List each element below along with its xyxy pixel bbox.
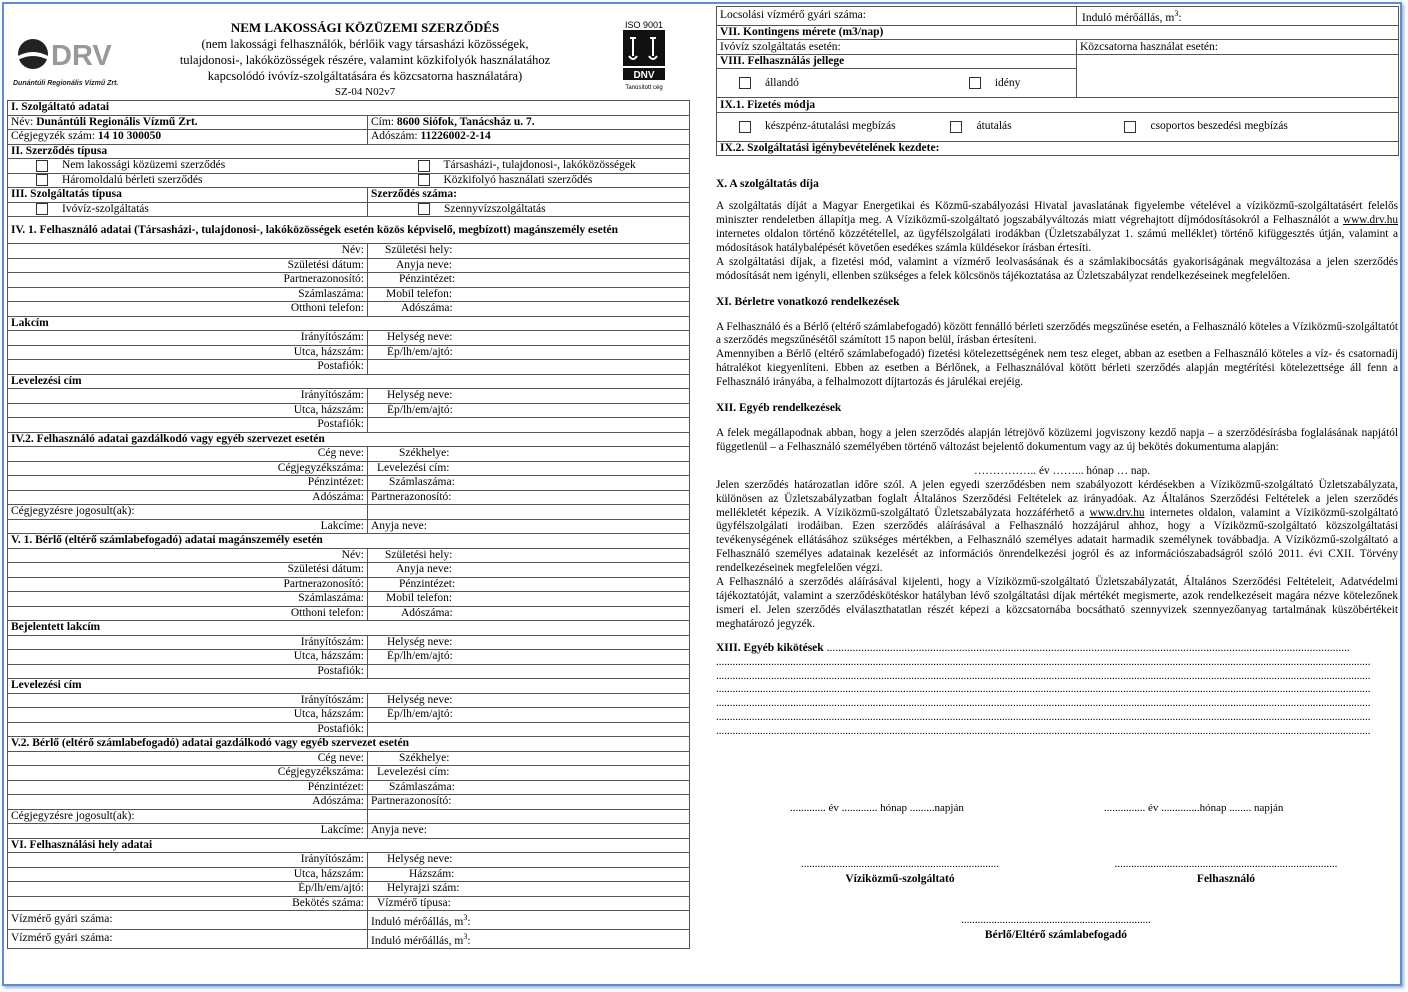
terms-body [716,178,1398,739]
field-value[interactable] [368,505,690,520]
section-1-title: I. Szolgáltató adatai [8,101,690,116]
field-label[interactable]: Név: [8,548,368,563]
field-label[interactable]: Helység neve: [368,853,690,868]
field-label[interactable]: Utca, házszám: [8,867,368,882]
iso-label: ISO 9001 [624,20,664,30]
drv-link[interactable]: www.drv.hu [1089,506,1145,519]
provider-tax-cell: Adószám: 11226002-2-14 [368,130,690,145]
field-label[interactable]: Székhelye: [368,751,690,766]
section-91-title: IX.1. Fizetés módja [717,98,1399,113]
signature-line-left[interactable]: ........................................................................ [801,858,999,870]
field-label[interactable]: Számlaszáma: [8,287,368,302]
signature-line-right[interactable]: ................................................................................. [1114,858,1338,870]
field-label[interactable]: Adószáma: [368,606,690,621]
field-label[interactable]: Irányítószám: [8,853,368,868]
option-ivoviz: Ivóvíz-szolgáltatás [62,202,149,215]
field-label[interactable]: Postafiók: [8,722,368,737]
form-code: SZ-04 N02v7 [334,86,396,98]
field-label[interactable]: Irányítószám: [8,635,368,650]
section-42-title: IV.2. Felhasználó adatai gazdálkodó vagy egyéb szervezet esetén [8,432,690,447]
sign-date-right[interactable]: ............... év ..............hónap ........ napján [1104,802,1284,814]
provider-address: 8600 Siófok, Tanácsház u. 7. [396,115,535,128]
drv-logo [13,38,123,84]
field-label[interactable]: Születési dátum: [8,563,368,578]
field-label[interactable]: Cégjegyzékszáma: [8,766,368,781]
field-label[interactable]: Utca, házszám: [8,708,368,723]
field-label[interactable]: Mobil telefon: [368,592,690,607]
right-column [716,6,1398,739]
option-atutalas: átutalás [976,120,1012,133]
level-cim-title: Levelezési cím [8,679,690,694]
field-label[interactable]: Ép/lh/em/ajtó: [368,345,690,360]
field-label[interactable]: Cég neve: [8,751,368,766]
field-label[interactable]: Anyja neve: [368,258,690,273]
option-haromoldalu: Háromoldalú bérleti szerződés [62,173,203,186]
logo-subtitle: Dunántúli Regionális Vízmű Zrt. [13,80,119,87]
provider-tax-number: 11226002-2-14 [420,130,491,143]
field-label[interactable]: Induló mérőállás, $m^3$: [368,911,690,930]
provider-name-cell: Név: Dunántúli Regionális Vízmű Zrt. [8,115,368,130]
dnv-anchor-icon [623,30,665,80]
field-label[interactable]: Ép/lh/em/ajtó: [8,882,368,897]
start-date-line[interactable]: …………….. év ……... hónap … nap. [974,464,1151,477]
field-label[interactable]: Ép/lh/em/ajtó: [368,708,690,723]
field-label[interactable]: Levelezési cím: [368,766,690,781]
section-2-title: II. Szerződés típusa [8,144,690,159]
field-label[interactable]: Utca, házszám: [8,403,368,418]
checkbox-haromoldalu[interactable] [36,174,48,186]
field-label[interactable]: Pénzintézet: [8,476,368,491]
field-label[interactable]: Vízmérő típusa: [368,896,690,911]
field-label[interactable]: Irányítószám: [8,693,368,708]
field-label[interactable]: Számlaszáma: [368,476,690,491]
field-label[interactable]: Anyja neve: [368,563,690,578]
field-label[interactable]: Vízmérő gyári száma: [8,911,368,930]
field-label[interactable]: Postafiók: [8,360,368,375]
checkbox-csoportos[interactable] [1124,121,1136,133]
field-label[interactable]: Ép/lh/em/ajtó: [368,650,690,665]
section-11-title: XI. Bérletre vonatkozó rendelkezések [716,295,900,308]
section-92-title[interactable]: IX.2. Szolgáltatási igénybevételének kezdete: [717,141,1399,156]
field-label[interactable]: Induló mérőállás, $m^3$: [1077,7,1399,26]
section-10-title: X. A szolgáltatás díja [716,178,819,191]
checkbox-ivoviz[interactable] [36,203,48,215]
field-label[interactable]: Anyja neve: [368,824,690,839]
field-label[interactable]: Pénzintézet: [8,780,368,795]
section-12-para-2: Jelen szerződés határozatlan időre szól. A jelen egyedi szerződésben nem szabályozott kérdésekben a Víziközmű-szolgáltató Üzletszabályzata, különösen az Üzletszabályzatban foglalt Általános Szerződési Feltételek az irányadóak. Az Általános Szerződési Feltételek a jelen szerződés mellékletét képezik. A Víziközmű-szolgáltató Üzletszabályzata hozzáférhető a www.drv.hu internetes oldalon, valamint a Víziközmű-szolgáltató ügyfélszolgálati irodáiban. Ezen szerződés aláírásával a Felhasználó hozzájárul ahhoz, hogy a Víziközmű-szolgáltató közszolgáltatási tevékenységének ellátásához szükséges mértékben, a Felhasználó személyes adatait harmadik személynek továbbadja. A Víziközmű-szolgáltató a Felhasználó személyes adatainak kezelését az információs önrendelkezési jogról és az információszabadságról szóló 2011. évi CXII. Törvény rendelkezéseinek megfelelően végzi. [716,478,1398,575]
field-label[interactable]: Lakcíme: [8,519,368,534]
form-title [123,20,607,100]
field-label[interactable]: Pénzintézet: [368,577,690,592]
iso-sub: Tanúsított cég [625,85,663,91]
option-tarsashazi: Társasházi-, tulajdonosi-, lakóközösségek [443,159,636,172]
signature-party-2: Felhasználó [1196,873,1256,885]
drv-link[interactable]: www.drv.hu [1342,214,1398,227]
section-10-para-2: A szolgáltatási díjak, a fizetési mód, valamint a vízmérő leolvasásának és a számlakibocsátás gyakoriságának megváltozása a jelen szerződés módosítását nem igényli, ellenben szükséges a felek kölcsönös tájékoztatása az Üzletszabályzat rendelkezéseinek megfelelően. [716,255,1398,282]
contract-number-label[interactable]: Szerződés száma: [368,188,690,203]
sign-date-left[interactable]: ............. év ............. hónap .........napján [790,802,964,814]
checkbox-szennyviz[interactable] [418,203,430,215]
field-label[interactable]: Számlaszáma: [8,592,368,607]
field-label[interactable]: Közcsatorna használat esetén: [1077,40,1399,55]
provider-reg-number: 14 10 300050 [97,130,162,143]
right-form-table [716,6,1399,156]
field-value[interactable] [368,722,690,737]
field-label[interactable]: Partnerazonosító: [368,490,690,505]
field-value[interactable] [1077,54,1399,98]
section-52-title: V.2. Bérlő (eltérő számlabefogadó) adatai gazdálkodó vagy egyéb szervezet esetén [8,737,690,752]
field-value[interactable] [368,809,690,824]
field-label[interactable]: Cég neve: [8,447,368,462]
option-keszpenz: készpénz-átutalási megbízás [765,120,896,133]
field-label[interactable]: Cégjegyzésre jogosult(ak): [8,505,368,520]
field-label[interactable]: Utca, házszám: [8,650,368,665]
field-label[interactable]: Név: [8,244,368,259]
option-csoportos: csoportos beszedési megbízás [1150,120,1288,133]
field-label[interactable]: Partnerazonosító: [368,795,690,810]
field-label[interactable]: Születési hely: [368,244,690,259]
field-value[interactable] [368,360,690,375]
other-terms-line[interactable]: .............................................................................................................................................................................................................................................. [716,669,1371,682]
checkbox-keszpenz[interactable] [739,121,751,133]
field-label[interactable]: Adószáma: [368,302,690,317]
option-ideny: idény [994,76,1021,89]
subtitle-line-2: tulajdonosi-, lakóközösségek részére, valamint közkifolyók használatához [179,53,551,67]
field-label[interactable]: Levelezési cím: [368,461,690,476]
other-terms-line[interactable]: .............................................................................................................................................................................................................................................. [716,711,1371,724]
field-label[interactable]: Bekötés száma: [8,896,368,911]
field-label[interactable]: Mobil telefon: [368,287,690,302]
left-column [7,8,689,949]
checkbox-ideny[interactable] [969,77,981,89]
section-7-title: VII. Kontingens mérete (m3/nap) [717,25,1399,40]
section-13-title: XIII. Egyéb kikötések ...................................................................................................................................................................................... [716,641,1350,654]
field-label[interactable]: Pénzintézet: [368,273,690,288]
field-label[interactable]: Vízmérő gyári száma: [8,929,368,948]
option-nem-lakossagi: Nem lakossági közüzemi szerződés [62,159,226,172]
lakcim-title: Lakcím [8,316,690,331]
field-label[interactable]: Irányítószám: [8,331,368,346]
section-41-title: IV. 1. Felhasználó adatai (Társasházi-, tulajdonosi-, lakóközösségek esetén közös képviselő, megbízott) magánszemély esetén [8,217,690,244]
form-header [7,8,689,100]
section-11-para-2: Amennyiben a Bérlő (eltérő számlabefogadó) fizetési kötelezettségének nem tesz eleget, abban az esetben a Felhasználó köteles a víz- és csatornadíj hátralékot kiegyenlíteni. Ebben az esetben a Bérlőnek, a Felhasználóval kötött bérleti szerződés alapján megtérítési kötelezettsége áll fenn a Felhasználó irányába, a felhalmozott díjtartozás és járulékai erejéig. [716,348,1398,389]
field-label[interactable]: Születési dátum: [8,258,368,273]
field-label[interactable]: Utca, házszám: [8,345,368,360]
section-12-para-1: A felek megállapodnak abban, hogy a jelen szerződés alapján létrejövő közüzemi jogviszony kezdő napja – a szerződésírásba foglalásának napjától függetlenül – a Felhasználó személyében történő változást bejelentő dokumentum vagy az új bekötés dokumentuma alapján: [716,427,1398,453]
signature-party-3: Bérlő/Eltérő számlabefogadó [984,929,1128,941]
checkbox-kozkifolyo[interactable] [418,174,430,186]
provider-reg-cell: Cégjegyzék szám: 14 10 300050 [8,130,368,145]
field-label[interactable]: Cégjegyzékszáma: [8,461,368,476]
contract-title: NEM LAKOSSÁGI KÖZÜZEMI SZERZŐDÉS [230,20,500,35]
checkbox-tarsashazi[interactable] [418,160,430,172]
field-label[interactable]: Partnerazonosító: [8,273,368,288]
subtitle-line-1: (nem lakossági felhasználók, bérlőik vagy társasházi közösségek, [201,37,529,51]
option-szennyviz: Szennyvízszolgáltatás [444,202,546,215]
field-label[interactable]: Helység neve: [368,389,690,404]
checkbox-nem-lakossagi[interactable] [36,160,48,172]
field-label[interactable]: Cégjegyzésre jogosult(ak): [8,809,368,824]
other-terms-line[interactable]: .............................................................................................................................................................................................................................................. [716,725,1371,738]
option-kozkifolyo: Közkifolyó használati szerződés [443,173,593,186]
field-label[interactable]: Lakcíme: [8,824,368,839]
signature-line-bottom[interactable]: ..................................................................... [961,914,1151,926]
field-label[interactable]: Adószáma: [8,490,368,505]
provider-name: Dunántúli Regionális Vízmű Zrt. [36,115,198,128]
field-label[interactable]: Helység neve: [368,635,690,650]
other-terms-line[interactable]: .............................................................................................................................................................................................................................................. [716,683,1371,696]
left-form-table [7,100,690,949]
field-label[interactable]: Ép/lh/em/ajtó: [368,403,690,418]
checkbox-atutalas[interactable] [950,121,962,133]
subtitle-line-3: kapcsolódó ivóvíz-szolgáltatására és közcsatorna használatára) [207,69,523,83]
field-label[interactable]: Locsolási vízmérő gyári száma: [717,7,1077,26]
field-label[interactable]: Adószáma: [8,795,368,810]
other-terms-line[interactable]: .............................................................................................................................................................................................................................................. [716,697,1371,710]
section-3-title: III. Szolgáltatás típusa [8,188,368,203]
checkbox-allando[interactable] [739,77,751,89]
field-label[interactable]: Otthoni telefon: [8,606,368,621]
dnv-logo-text: DNV [633,70,655,80]
field-value[interactable] [368,664,690,679]
field-label[interactable]: Postafiók: [8,418,368,433]
signature-party-1: Víziközmű-szolgáltató [845,873,955,885]
level-cim-title: Levelezési cím [8,374,690,389]
field-label[interactable]: Anyja neve: [368,519,690,534]
field-label[interactable]: Számlaszáma: [368,780,690,795]
section-6-title: VI. Felhasználási hely adatai [8,838,690,853]
field-label[interactable]: Otthoni telefon: [8,302,368,317]
field-label[interactable]: Postafiók: [8,664,368,679]
section-10-para-1: A szolgáltatás díját a Magyar Energetikai és Közmű-szabályozási Hivatal javaslatának figyelembe vételével a víziközmű-szolgáltatásért felelős miniszter rendeletben állapítja meg. A Víziközmű-szolgáltató jogszabályváltozás miatt végrehajtott díjmódosításokról a Felhasználót a www.drv.hu internetes oldalon történő közzététellel, az ügyfélszolgálati irodákban (Üzletszabályzat 1. számú melléklet) történő kifüggesztés útján, valamint a módosítások hatálybalépését követően esedékes számla küldésekor írásban értesíti. [716,200,1398,254]
other-terms-line[interactable]: .............................................................................................................................................................................................................................................. [716,655,1371,668]
option-allando: állandó [765,76,799,89]
logo-text: DRV [51,40,112,72]
field-label[interactable]: Irányítószám: [8,389,368,404]
section-8-title: VIII. Felhasználás jellege [717,54,1077,69]
section-12-title: XII. Egyéb rendelkezések [716,402,842,415]
iso-badge [619,20,669,91]
field-label[interactable]: Székhelye: [368,447,690,462]
field-label[interactable]: Partnerazonosító: [8,577,368,592]
field-label[interactable]: Ivóvíz szolgáltatás esetén: [717,40,1077,55]
bejelentett-lakcim-title: Bejelentett lakcím [8,621,690,636]
provider-address-cell: Cím: 8600 Siófok, Tanácsház u. 7. [368,115,690,130]
field-label[interactable]: Helység neve: [368,693,690,708]
field-label[interactable]: Házszám: [368,867,690,882]
field-label[interactable]: Helység neve: [368,331,690,346]
section-11-para-1: A Felhasználó és a Bérlő (eltérő számlabefogadó) között fennálló bérleti szerződés megszűnése esetén, a Felhasználó köteles a Víziközmű-szolgáltatót a szerződés megszűnésétől számított 15 napon belül, írásban értesíteni. [716,320,1398,347]
section-51-title: V. 1. Bérlő (eltérő számlabefogadó) adatai magánszemély esetén [8,534,690,549]
section-12-para-3: A Felhasználó a szerződés aláírásával kijelenti, hogy a Víziközmű-szolgáltató Üzletszabályzatát, Általános Szerződési Feltételeit, Adatvédelmi tájékoztatóját, valamint a szerződéskötéskor hatályban lévő szolgáltatási díjak mértékét megismerte, azok rendelkezéseit magára nézve kötelezőnek ismeri el. Jelen szerződés elválaszthatatlan részét képezi a közcsatornába bocsátható szennyvizek szennyezőanyag tartalmának küszöbértékeit meghatározó jegyzék. [716,576,1398,630]
field-label[interactable]: Helyrajzi szám: [368,882,690,897]
field-label[interactable]: Születési hely: [368,548,690,563]
field-value[interactable] [368,418,690,433]
field-label[interactable]: Induló mérőállás, $m^3$: [368,929,690,948]
